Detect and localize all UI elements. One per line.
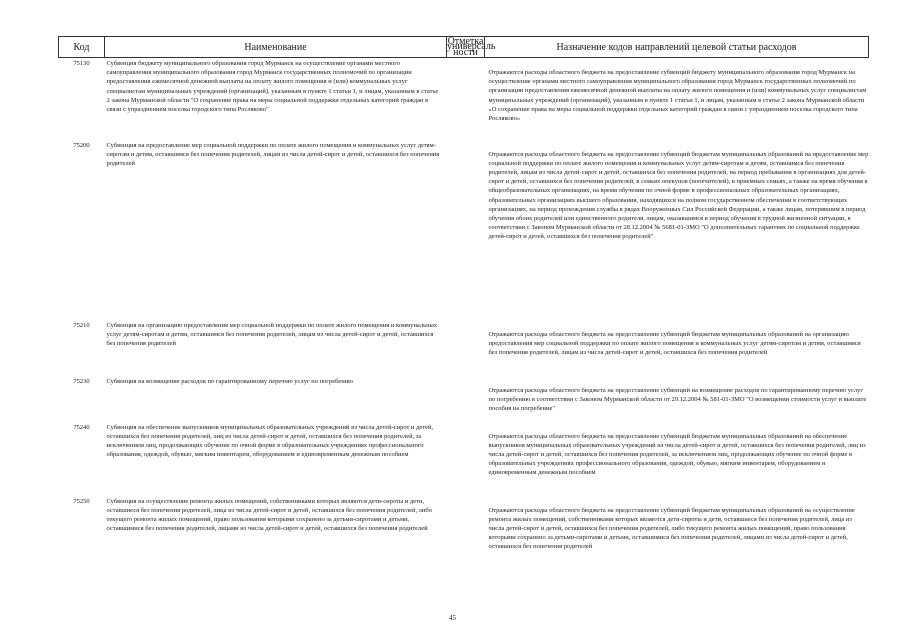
row-name: Субвенция бюджету муниципального образования город Мурманск на осуществление органами местного самоуправления муниципального образования город Мурманск государственных полномочий по организации предоставления ежемесячной денежной выплаты на оплату жилого помещения и (или) коммунальных услуг специалистам муниципальных учреждений (организаций), указанным в пункте 1 статьи 1, и лицам, указанным в статье 2 закона Мурманской области "О сохранение права на меры социальной поддержки отдельных категорий граждан в связи с упразднением поселка городского типа Росляково" xyxy=(106,60,439,114)
table-row xyxy=(59,376,869,422)
row-code: 75250 xyxy=(73,497,90,505)
row-code: 75210 xyxy=(73,321,90,329)
row-mark xyxy=(447,140,485,320)
row-name: Субвенция на осуществление ремонта жилых помещений, собственниками которых являются дети-сироты и дети, оставшиеся без попечения родителей, лица из числа детей-сирот и детей, оставшихся без попечения родителей, либо текущего ремонта жилых помещений, право пользования которыми сохранено за детьми-сиротами и детьми, оставшимися без попечения родителей, лицами из числа детей-сирот и детей, оставшихся без попечения родителей xyxy=(106,497,432,533)
header-name: Наименование xyxy=(105,37,447,58)
header-code: Код xyxy=(59,37,105,58)
target-codes-table xyxy=(58,36,869,566)
row-mark xyxy=(447,422,485,496)
row-name: Субвенция на возмещение расходов по гарантированному перечню услуг по погребению xyxy=(106,377,354,385)
table-row xyxy=(59,496,869,566)
header-universality-mark: Отметка универсаль ности xyxy=(447,35,496,58)
row-code: 75230 xyxy=(73,377,90,385)
table-row xyxy=(59,320,869,376)
row-purpose: Отражаются расходы областного бюджета на предоставление субвенций бюджетам муниципальных образований на предоставление мер социальной поддержки по оплате жилого помещения и коммунальных услуг детям-сиротам и детям, оставшимся без попечения родителей, лицам из числа детей-сирот и детей, оставшихся без попечения родителей, на период пребывания в организациях для детей-сирот и детей, оставшихся без попечения родителей, в семьях опекунов (попечителей), в приемных семьях, а также на время обучения в общеобразовательных организациях, на время обучения по очной форме в профессиональных образовательных организациях, образовательных организациях высшего образования, находящихся на полном государственном обеспечении в соответствующих организациях, на период прохождения службы в рядах Вооруженных Сил Российской Федерации, а также лицам, потерявшим в период обучения обоих родителей или единственного родителя, лицам, оказавшимся в период обучения в трудной жизненной ситуации, в соответствии с Законом Мурманской области от 28.12.2004 № 5681-01-ЗМО "О дополнительных гарантиях по социальной поддержке детей-сирот и детей, оставшихся без попечения родителей" xyxy=(488,150,869,241)
row-purpose: Отражаются расходы областного бюджета на предоставление субвенций бюджету муниципального образования город Мурманск на осуществление органами местного самоуправления муниципального образования город Мурманск государственных полномочий по организации предоставления ежемесячной денежной выплаты на оплату жилого помещения и (или) коммунальных услуг специалистам муниципальных учреждений (организаций), указанным в пункте 1 статьи 1, и лицам, указанным в статье 2 закона Мурманской области «О сохранение права на меры социальной поддержки отдельных категорий граждан в связи с упразднением поселка городского типа Росляково» xyxy=(488,69,867,123)
row-code: 75130 xyxy=(73,60,90,67)
page-number: 45 xyxy=(449,614,456,622)
table-row xyxy=(59,140,869,320)
row-mark xyxy=(447,376,485,422)
row-purpose: Отражаются расходы областного бюджета на предоставление субвенций бюджетам муниципальных образований на обеспечение выпускников муниципальных образовательных учреждений из числа детей-сирот и детей, оставшихся без попечения родителей, лиц из числа детей-сирот и детей, оставшихся без попечения родителей, за исключением лиц, продолжающих обучение по очной форме в образовательных учреждениях профессионального образования, одеждой, обувью, мягким инвентарем, оборудованием и единовременным денежным пособием xyxy=(488,432,866,477)
row-mark xyxy=(447,496,485,566)
row-mark xyxy=(447,320,485,376)
row-name: Субвенция на предоставление мер социальной поддержки по оплате жилого помещения и коммунальных услуг детям-сиротам и детям, оставшимся без попечения родителей, лицам из числа детей-сирот и детей, оставшихся без попечения родителей xyxy=(106,141,440,167)
row-mark xyxy=(447,58,485,140)
row-purpose: Отражаются расходы областного бюджета на предоставление субвенций на возмещение расходов по гарантированному перечню услуг по погребению в соответствии с Законом Мурманской области от 29.12.2004 № 581-01-ЗМО "О возмещении стоимости услуг и выплате пособия на погребение" xyxy=(488,386,867,412)
table-row xyxy=(59,422,869,496)
row-purpose: Отражаются расходы областного бюджета на предоставление субвенций бюджетам муниципальных образований на осуществление ремонта жилых помещений, собственниками которых являются дети-сироты и дети, оставшиеся без попечения родителей, лица из числа детей-сирот и детей, оставшихся без попечения родителей, либо текущего ремонта жилых помещений, право пользования которыми сохранено за детьми-сиротами и детьми, оставшимися без попечения родителей, лицами из числа детей-сирот и детей, оставшихся без попечения родителей xyxy=(488,506,855,551)
row-purpose: Отражаются расходы областного бюджета на предоставление субвенций бюджетам муниципальных образований на организацию предоставления мер социальной поддержки по оплате жилого помещения и коммунальных услуг детям-сиротам и детям, оставшимся без попечения родителей, лицам из числа детей-сирот и детей, оставшихся без попечения родителей xyxy=(488,330,861,356)
row-name: Субвенция на обеспечение выпускников муниципальных образовательных учреждений из числа детей-сирот и детей, оставшихся без попечения родителей, лиц из числа детей-сирот и детей, оставшихся без попечения родителей, за исключением лиц, продолжающих обучение по очной форме в образовательных учреждениях профессионального образования, одеждой, обувью, мягким инвентарем, оборудованием и единовременным денежным пособием xyxy=(106,423,434,459)
table-row xyxy=(59,58,869,140)
table-header-row xyxy=(59,37,869,58)
row-code: 75240 xyxy=(73,423,90,431)
header-purpose: Назначение кодов направлений целевой статьи расходов xyxy=(485,37,869,58)
row-name: Субвенция на организацию предоставления мер социальной поддержки по оплате жилого помещения и коммунальных услуг детям-сиротам и детям, оставшимся без попечения родителей, лицам из числа детей-сирот и детей, оставшихся без попечения родителей xyxy=(106,321,438,347)
row-code: 75200 xyxy=(73,141,90,149)
